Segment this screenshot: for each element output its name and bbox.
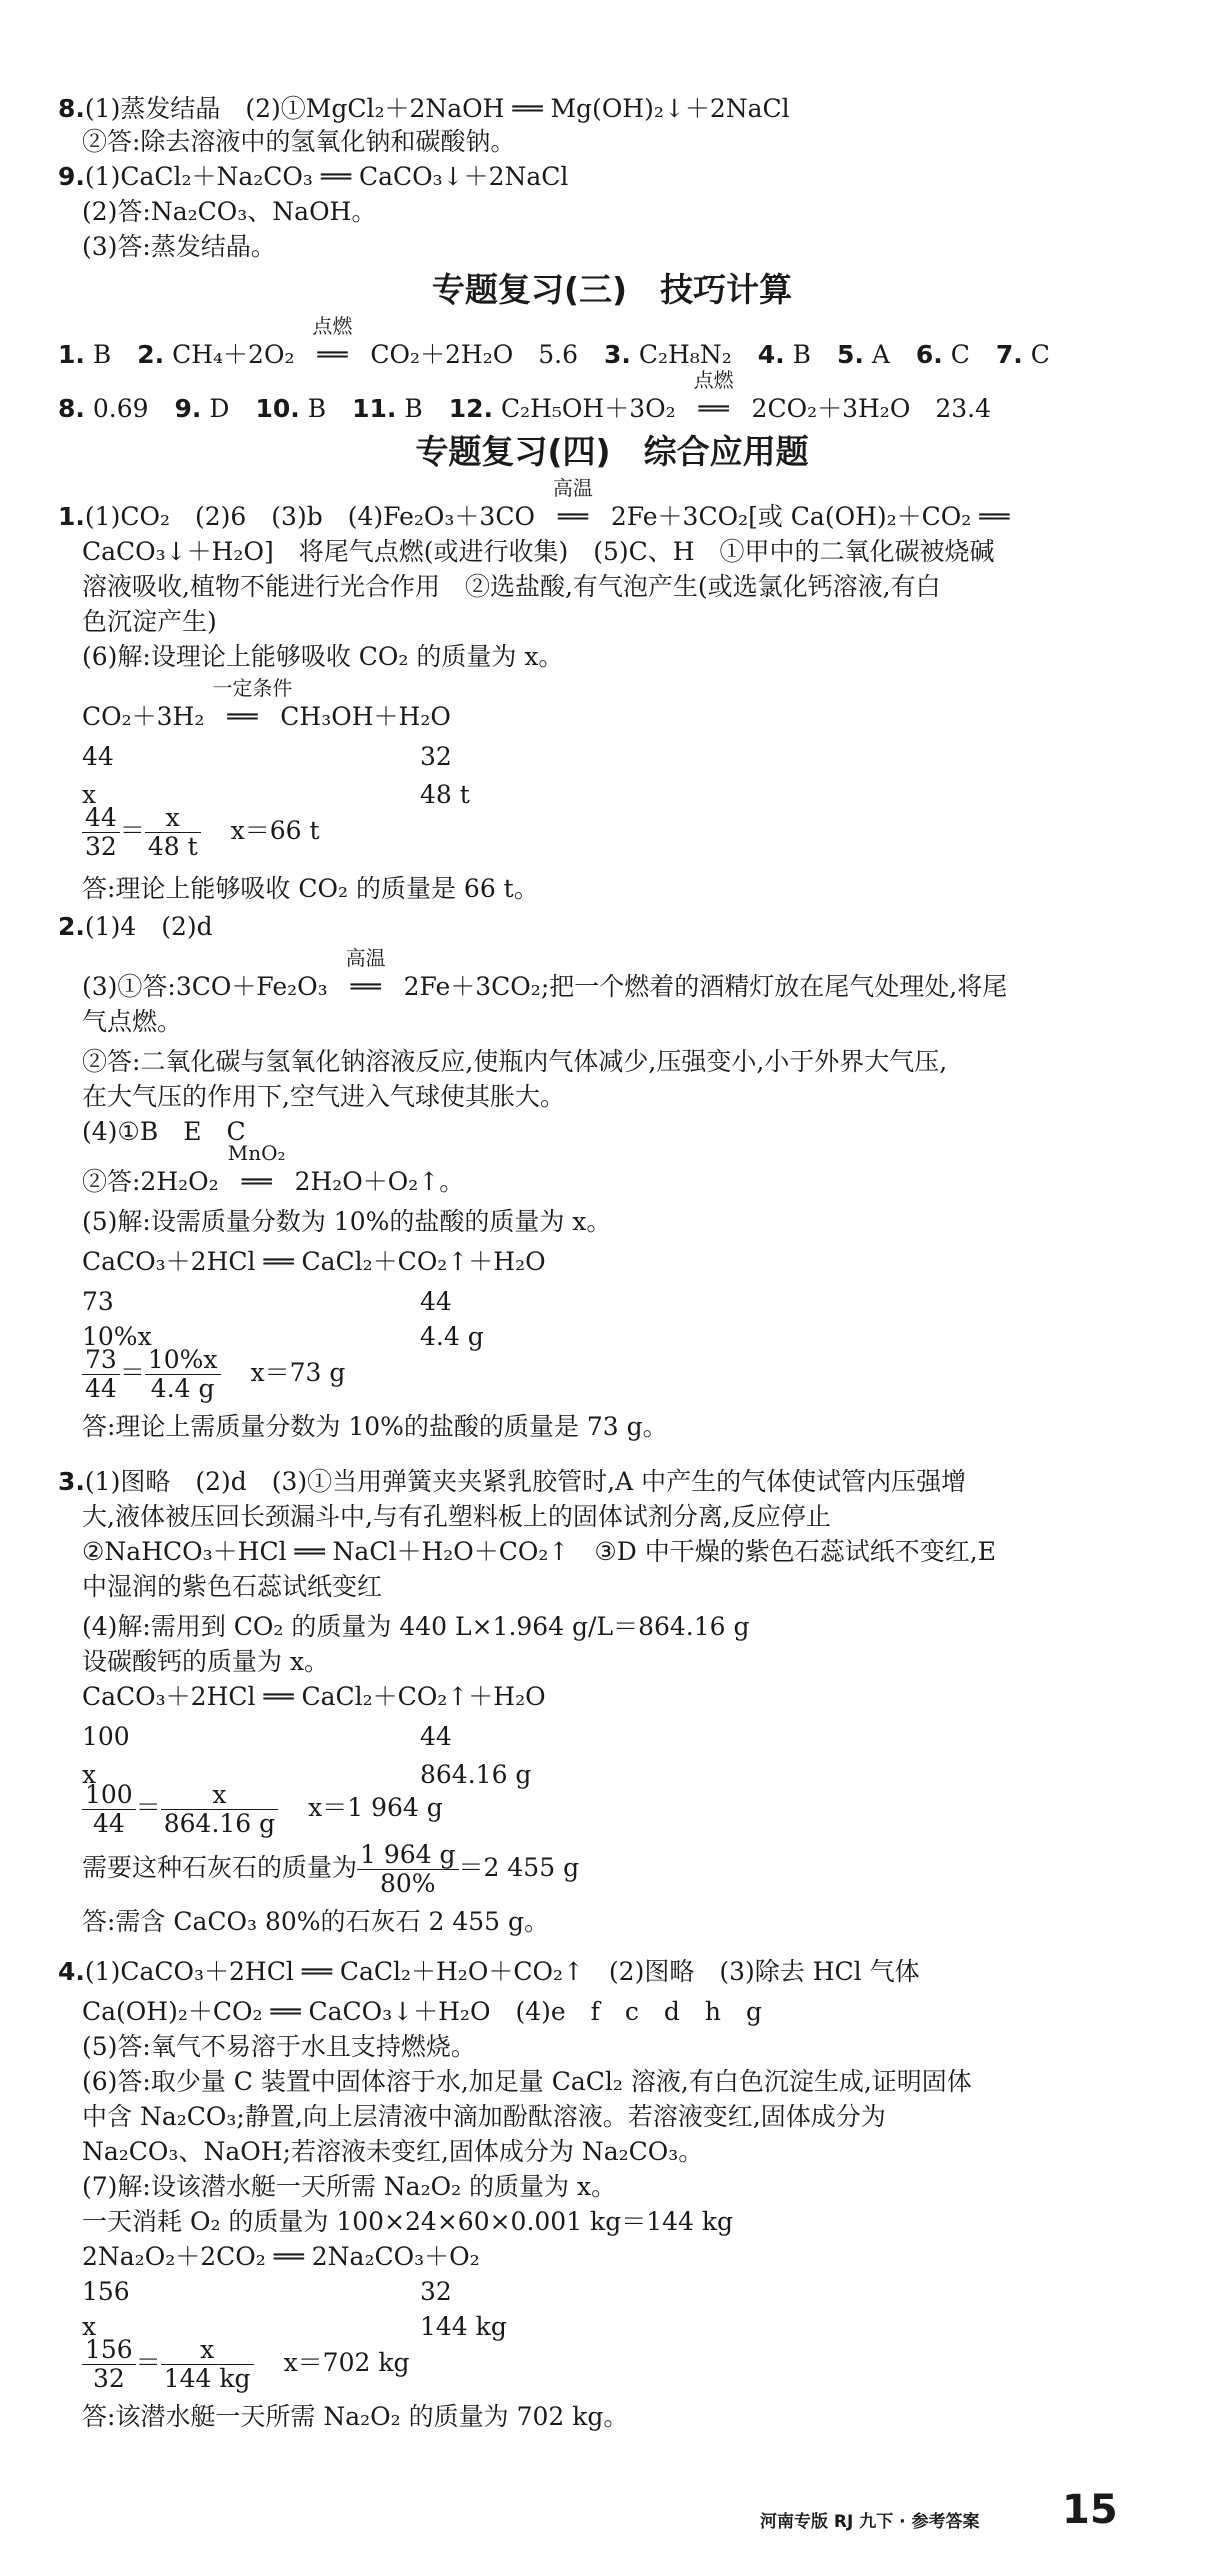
line-text: (4)①B E C [82,1117,246,1146]
solution-result: x＝66 t [230,816,320,845]
fraction-denominator: 44 [92,1809,125,1838]
answer-row [58,314,1076,372]
reaction-arrow: ══ MnO₂ [227,1141,286,1196]
line-text: (1)CaCl₂＋Na₂CO₃ ══ CaCO₃↓＋2NaCl [84,162,569,191]
reaction-condition: 点燃 [312,314,353,338]
fraction-denominator: 864.16 g [163,1809,276,1838]
mass-ratio-value: 32 [420,742,452,771]
answer-item [604,340,732,369]
answer-line [82,1205,611,1239]
line-text: (5)解:设需质量分数为 10%的盐酸的质量为 x。 [82,1207,612,1236]
answer-line [82,570,941,604]
line-text: C [950,340,970,369]
answer-line [58,160,568,194]
answer-line [82,1115,246,1149]
equals-sign: ＝ [119,816,145,845]
equation-left: ②答:2H₂O₂ [82,1167,227,1196]
ratio-fraction-right [161,2336,254,2393]
fraction-denominator: 44 [85,1374,117,1403]
answer-row [58,368,1017,426]
equation-right: 2H₂O＋O₂↑。 [286,1167,465,1196]
line-text: Ca(OH)₂＋CO₂ ══ CaCO₃↓＋H₂O (4)e f c d h g [82,1997,763,2026]
answer-line [82,2100,886,2134]
answer-line [82,2240,480,2274]
answer-line [82,1680,546,1714]
line-text: 答:理论上需质量分数为 10%的盐酸的质量是 73 g。 [82,1412,668,1441]
fraction-numerator: 44 [82,804,120,833]
line-text: (1)CaCO₃＋2HCl ══ CaCl₂＋H₂O＋CO₂↑ (2)图略 (3)除去 HCl 气体 [84,1957,920,1986]
answer-line [82,1005,182,1039]
line-text: (3)答:蒸发结晶。 [82,232,276,261]
equation-right: CO₂＋2H₂O 5.6 [362,340,578,369]
answer-line [82,1781,443,1838]
question-number: 2. [58,912,85,941]
line-text: 设碳酸钙的质量为 x。 [82,1647,330,1676]
question-number: 4. [757,340,785,369]
reaction-condition: 一定条件 [212,676,293,700]
line-text: 答:理论上能够吸收 CO₂ 的质量是 66 t。 [82,874,539,903]
answer-line [82,1570,382,1604]
line-text: B [92,340,112,369]
question-number: 8. [58,394,85,423]
fraction-numerator: 10%x [145,1346,221,1375]
equation-right: 2Fe＋3CO₂[或 Ca(OH)₂＋CO₂ ══ [602,502,1010,531]
equation-left: CO₂＋3H₂ [82,702,213,731]
answer-line [82,1500,831,1534]
mass-ratio-value: 864.16 g [420,1760,532,1789]
answer-line [82,2205,733,2239]
equation-right: 2Fe＋3CO₂;把一个燃着的酒精灯放在尾气处理处,将尾 [395,972,1008,1001]
answer-line [82,2170,616,2204]
mass-fraction [357,1841,459,1898]
page-number: 15 [1062,2487,1118,2533]
line-text: (1)图略 (2)d (3)①当用弹簧夹夹紧乳胶管时,A 中产生的气体使试管内压强增 [84,1467,967,1496]
answer-line [82,2135,703,2169]
question-number: 12. [448,394,493,423]
line-text: 0.69 [92,394,149,423]
line-text: (5)答:氧气不易溶于水且支持燃烧。 [82,2032,476,2061]
answer-line [82,946,1008,1004]
line-text: 中含 Na₂CO₃;静置,向上层清液中滴加酚酞溶液。若溶液变红,固体成分为 [82,2102,886,2131]
answer-line [82,2030,476,2064]
equals-sign: ＝ [135,1793,161,1822]
line-text: ②答:二氧化碳与氢氧化钠溶液反应,使瓶内气体减少,压强变小,小于外界大气压, [82,1047,948,1076]
reaction-arrow: ══ 点燃 [684,392,744,426]
line-text: Na₂CO₃、NaOH;若溶液未变红,固体成分为 Na₂CO₃。 [82,2137,704,2166]
line-text: (6)解:设理论上能够吸收 CO₂ 的质量为 x。 [82,642,564,671]
answer-line [82,535,995,569]
equation-left: (1)CO₂ (2)6 (3)b (4)Fe₂O₃＋3CO [84,502,543,531]
equals-sign: ＝ [135,2348,161,2377]
answer-line [82,2065,972,2099]
reaction-arrow: ══ 一定条件 [212,676,293,731]
answer-line [82,1346,345,1403]
answer-item [448,368,991,423]
answer-line [58,910,213,944]
line-text: 需要这种石灰石的质量为 [82,1853,358,1882]
fraction-denominator: 32 [92,2364,125,2393]
fraction-numerator: x [161,1781,278,1810]
answer-line [82,1610,750,1644]
answer-item [758,340,811,369]
mass-ratio-value: 44 [82,742,114,771]
line-text: CaCO₃＋2HCl ══ CaCl₂＋CO₂↑＋H₂O [82,1247,546,1276]
solution-result: x＝1 964 g [308,1793,443,1822]
line-text: D [209,394,230,423]
mass-ratio-value: 48 t [420,780,470,809]
answer-line [58,1955,920,1989]
line-text: 气点燃。 [82,1007,183,1036]
answer-item [175,394,230,423]
answer-line [82,1245,546,1279]
line-text: (6)答:取少量 C 装置中固体溶于水,加足量 CaCl₂ 溶液,有白色沉淀生成,证明固体 [82,2067,972,2096]
answer-line [82,1141,465,1199]
answer-line [82,1841,579,1898]
question-number: 7. [995,340,1023,369]
answer-line [58,1465,966,1499]
question-number: 5. [836,340,864,369]
line-text: 溶液吸收,植物不能进行光合作用 ②选盐酸,有气泡产生(或选氯化钙溶液,有白 [82,572,941,601]
line-text-tail: ＝2 455 g [458,1853,580,1882]
answer-line [82,1410,668,1444]
question-number: 10. [255,394,300,423]
question-number: 9. [174,394,202,423]
mass-ratio-value: 4.4 g [420,1322,484,1351]
ratio-fraction-right [145,804,201,861]
fraction-numerator: 73 [82,1346,120,1375]
question-number: 2. [137,340,165,369]
line-text: B [307,394,327,423]
answer-line [82,640,563,674]
line-text: 中湿润的紫色石蕊试纸变红 [82,1572,383,1601]
mass-ratio-value: 156 [82,2277,130,2306]
answer-line [82,1535,996,1569]
question-number: 6. [915,340,943,369]
equation-left: CH₄＋2O₂ [172,340,303,369]
ratio-fraction-right [161,1781,278,1838]
mass-ratio-value: 100 [82,1722,130,1751]
answer-line [58,476,1010,534]
answer-item [137,314,578,369]
reaction-condition: 点燃 [693,368,734,392]
mass-ratio-value: 44 [420,1287,452,1316]
answer-item [837,340,890,369]
line-text: 色沉淀产生) [82,607,217,636]
mass-ratio-value: x [82,1760,97,1789]
footer-label: 河南专版 RJ 九下 · 参考答案 [760,2512,980,2532]
reaction-arrow: ══ 高温 [336,970,396,1004]
solution-result: x＝73 g [250,1358,346,1387]
line-text: (1)4 (2)d [84,912,213,941]
answer-line [82,1645,329,1679]
ratio-fraction-left [82,2336,136,2393]
question-number: 9. [58,162,85,191]
line-text: 在大气压的作用下,空气进入气球使其胀大。 [82,1082,565,1111]
fraction-denominator: 32 [85,832,117,861]
fraction-denominator: 144 kg [163,2364,251,2393]
fraction-numerator: x [161,2336,254,2365]
question-number: 1. [58,340,85,369]
fraction-numerator: 1 964 g [357,1841,459,1870]
reaction-arrow: ══ 高温 [543,500,603,534]
answer-item [255,394,326,423]
equation-left: (3)①答:3CO＋Fe₂O₃ [82,972,336,1001]
answer-line [82,1905,549,1939]
question-number: 3. [58,1467,85,1496]
line-text: B [792,340,811,369]
answer-line [82,1045,947,1079]
line-text: CaCO₃↓＋H₂O] 将尾气点燃(或进行收集) (5)C、H ①甲中的二氧化碳被烧碱 [82,537,995,566]
question-number: 11. [352,394,397,423]
answer-line [58,92,790,126]
answer-line [82,1080,565,1114]
answer-item [352,394,423,423]
ratio-fraction-left [82,804,120,861]
line-text: C₂H₈N₂ [638,340,732,369]
section-title: 专题复习(四) 综合应用题 [415,432,809,471]
ratio-fraction-left [82,1346,120,1403]
answer-line [82,605,217,639]
line-text: (7)解:设该潜水艇一天所需 Na₂O₂ 的质量为 x。 [82,2172,617,2201]
fraction-denominator: 80% [379,1869,436,1898]
line-text: (2)答:Na₂CO₃、NaOH。 [82,197,377,226]
mass-ratio-value: 144 kg [420,2312,507,2341]
mass-ratio-value: x [82,780,97,809]
question-number: 3. [604,340,631,369]
equation-right: 2CO₂＋3H₂O 23.4 [743,394,991,423]
answer-item [996,340,1050,369]
answer-item [58,394,149,423]
line-text: 答:需含 CaCO₃ 80%的石灰石 2 455 g。 [82,1907,550,1936]
reaction-condition: 高温 [345,946,386,970]
equals-sign: ＝ [119,1358,145,1387]
question-number: 8. [58,94,85,123]
answer-line [82,804,320,861]
reaction-condition: 高温 [552,476,593,500]
equation-left: C₂H₅OH＋3O₂ [500,394,684,423]
line-text: ②答:除去溶液中的氢氧化钠和碳酸钠。 [82,127,516,156]
answer-item [58,340,111,369]
answer-line [82,230,276,264]
fraction-denominator: 48 t [147,832,198,861]
line-text: (4)解:需用到 CO₂ 的质量为 440 L×1.964 g/L＝864.16 g [82,1612,750,1641]
line-text: C [1030,340,1050,369]
fraction-numerator: 100 [82,1781,136,1810]
line-text: 大,液体被压回长颈漏斗中,与有孔塑料板上的固体试剂分离,反应停止 [82,1502,831,1531]
solution-result: x＝702 kg [283,2348,410,2377]
question-number: 1. [58,502,85,531]
question-number: 4. [58,1957,85,1986]
answer-line [82,125,515,159]
ratio-fraction-left [82,1781,136,1838]
ratio-fraction-right [145,1346,221,1403]
reaction-arrow: ══ 点燃 [302,338,362,372]
reaction-condition: MnO₂ [227,1141,286,1165]
equation-right: CH₃OH＋H₂O [272,702,451,731]
mass-ratio-value: x [82,2312,97,2341]
answer-line [82,676,451,734]
mass-ratio-value: 44 [420,1722,452,1751]
line-text: (1)蒸发结晶 (2)①MgCl₂＋2NaOH ══ Mg(OH)₂↓＋2NaCl [84,94,790,123]
answer-line [82,872,539,906]
line-text: CaCO₃＋2HCl ══ CaCl₂＋CO₂↑＋H₂O [82,1682,546,1711]
line-text: B [404,394,423,423]
mass-ratio-value: 32 [420,2277,452,2306]
mass-ratio-value: 73 [82,1287,114,1316]
mass-ratio-value: 10%x [82,1322,152,1351]
line-text: 答:该潜水艇一天所需 Na₂O₂ 的质量为 702 kg。 [82,2402,629,2431]
line-text: 一天消耗 O₂ 的质量为 100×24×60×0.001 kg＝144 kg [82,2207,734,2236]
answer-line [82,195,376,229]
answer-line [82,2336,409,2393]
line-text: 2Na₂O₂＋2CO₂ ══ 2Na₂CO₃＋O₂ [82,2242,480,2271]
line-text: A [871,340,890,369]
answer-line [82,2400,628,2434]
line-text: ②NaHCO₃＋HCl ══ NaCl＋H₂O＋CO₂↑ ③D 中干燥的紫色石蕊试纸不变红,E [82,1537,996,1566]
answer-item [916,340,970,369]
fraction-denominator: 4.4 g [150,1374,215,1403]
answer-line [82,1995,762,2029]
fraction-numerator: 156 [82,2336,136,2365]
fraction-numerator: x [145,804,201,833]
section-title: 专题复习(三) 技巧计算 [431,270,793,309]
